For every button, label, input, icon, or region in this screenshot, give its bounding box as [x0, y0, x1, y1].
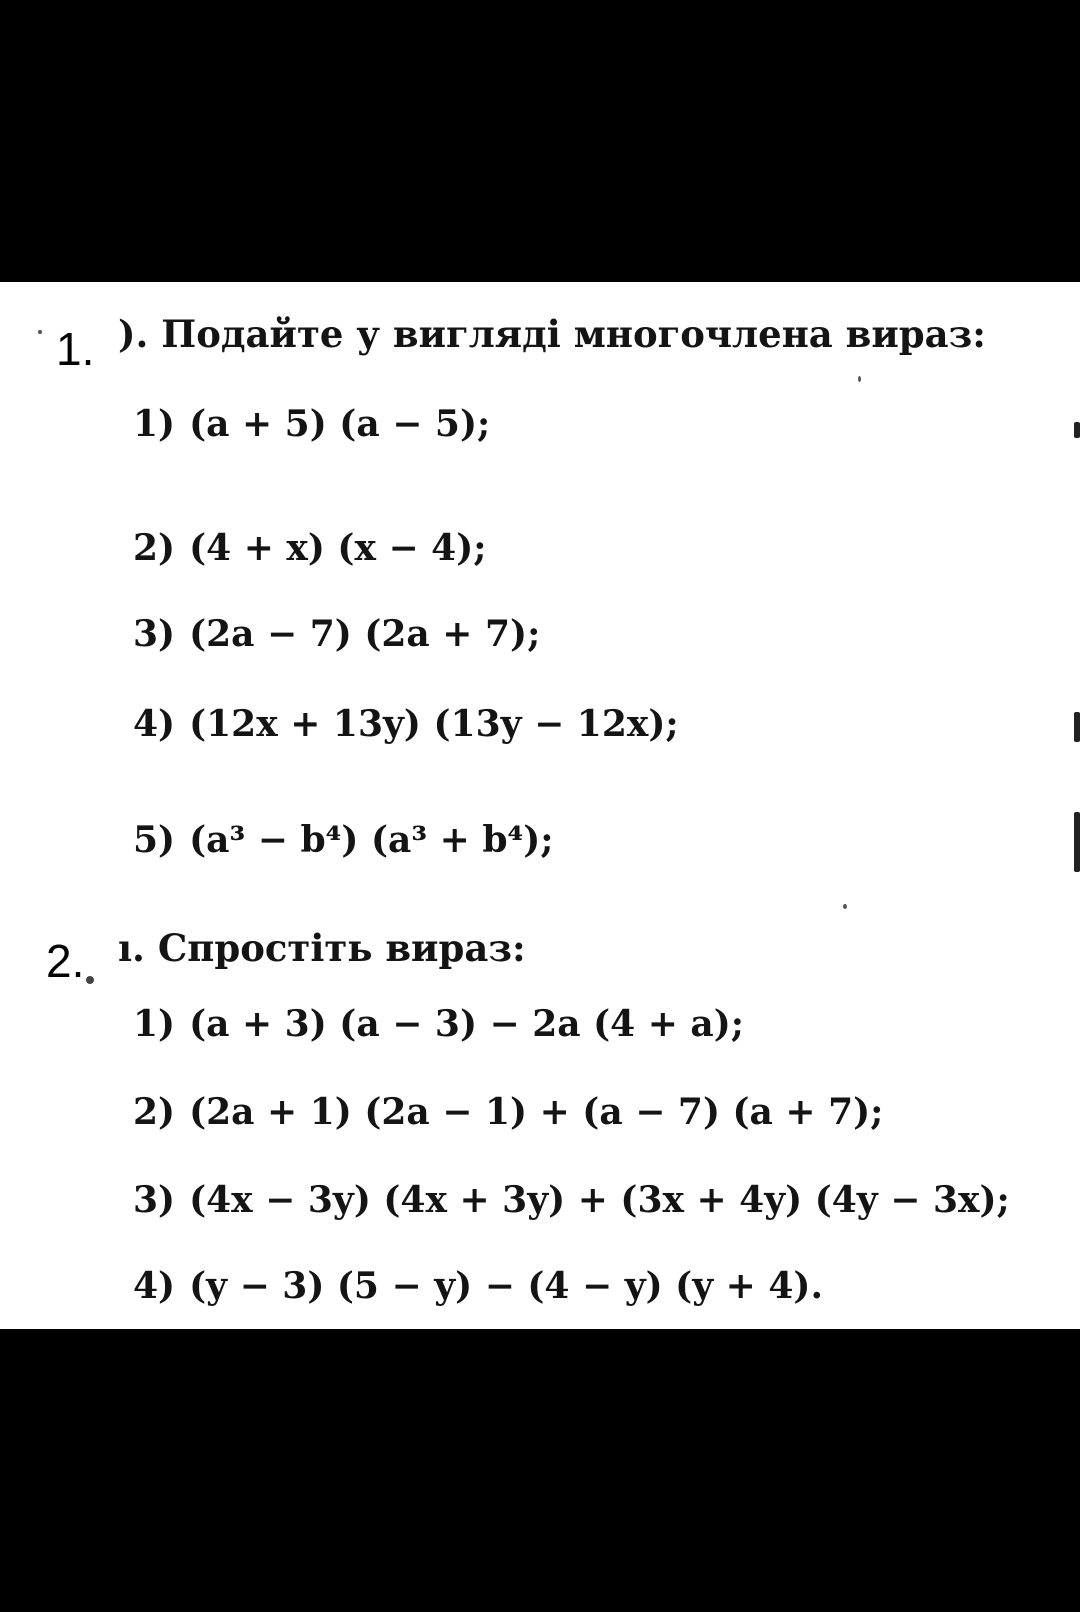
item-expression: (y − 3) (5 − y) − (4 − y) (y + 4).	[189, 1265, 823, 1307]
task1-item-4	[133, 703, 679, 745]
item-expression: (4x − 3y) (4x + 3y) + (3x + 4y) (4y − 3x);	[189, 1179, 1010, 1221]
item-label: 2)	[133, 1091, 176, 1133]
item-expression: (12x + 13y) (13y − 12x);	[189, 703, 679, 745]
item-label: 4)	[133, 703, 176, 745]
task2-heading: ı. Спростіть вираз:	[118, 926, 526, 970]
item-expression: (a + 5) (a − 5);	[189, 403, 491, 445]
scan-speck	[86, 976, 94, 984]
scan-edge-mark	[1074, 712, 1080, 742]
item-expression: (2a + 1) (2a − 1) + (a − 7) (a + 7);	[189, 1091, 884, 1133]
scan-speck	[843, 904, 847, 909]
scan-speck	[858, 376, 861, 382]
task2-item-2	[133, 1091, 884, 1133]
worksheet-page	[0, 282, 1080, 1329]
task1-handwritten-number: 1.	[56, 323, 95, 375]
task2-item-1	[133, 1003, 745, 1045]
item-expression: (a + 3) (a − 3) − 2a (4 + a);	[189, 1003, 745, 1045]
task1-item-2	[133, 527, 487, 569]
task2-item-4	[133, 1265, 823, 1307]
task2-item-3	[133, 1179, 1010, 1221]
task1-item-1	[133, 403, 491, 445]
item-expression: (a³ − b⁴) (a³ + b⁴);	[189, 819, 554, 861]
item-label: 3)	[133, 613, 176, 655]
item-label: 5)	[133, 819, 176, 861]
item-label: 4)	[133, 1265, 176, 1307]
task1-item-5	[133, 819, 554, 861]
task2-handwritten-number: 2.	[46, 935, 85, 987]
task1-item-3	[133, 613, 541, 655]
scan-edge-mark	[1074, 422, 1080, 438]
item-label: 3)	[133, 1179, 176, 1221]
item-expression: (4 + x) (x − 4);	[189, 527, 487, 569]
scan-edge-mark	[1074, 812, 1080, 872]
item-expression: (2a − 7) (2a + 7);	[189, 613, 541, 655]
scan-speck	[38, 330, 42, 334]
item-label: 1)	[133, 403, 176, 445]
item-label: 1)	[133, 1003, 176, 1045]
item-label: 2)	[133, 527, 176, 569]
task1-heading: ). Подайте у вигляді многочлена вираз:	[118, 312, 986, 356]
